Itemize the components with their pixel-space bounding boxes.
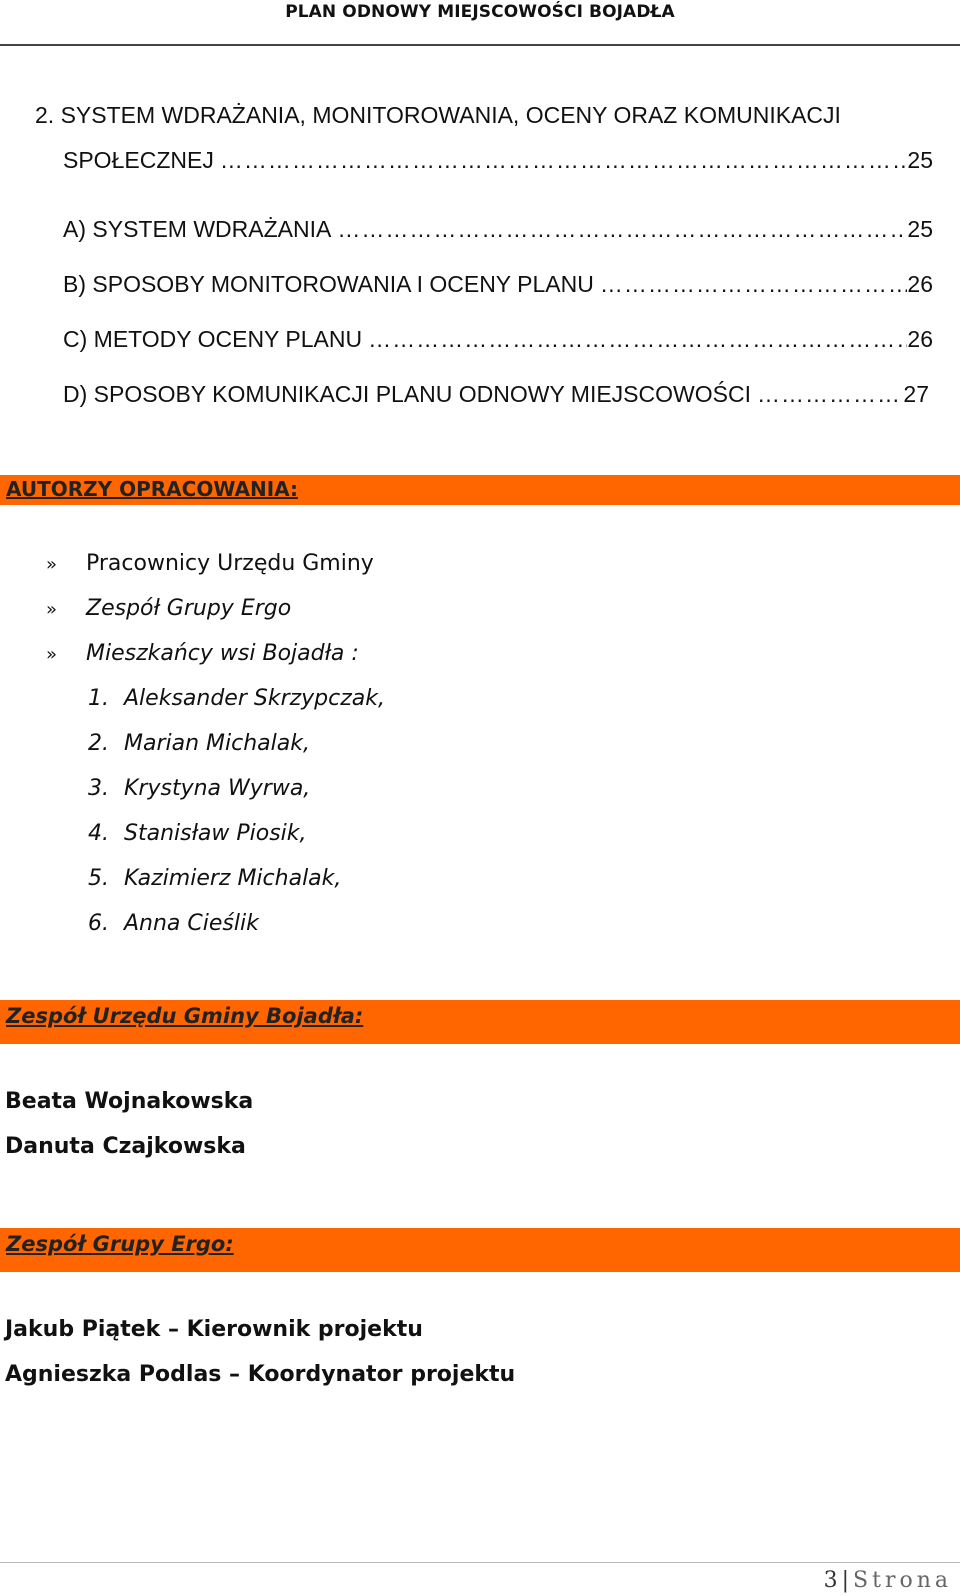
toc-entry-page: 26: [907, 326, 933, 352]
toc-dot-leader: [594, 271, 908, 298]
toc-entry-page: 25: [907, 216, 933, 242]
list-number: 2.: [88, 731, 109, 756]
page-number-label: Strona: [853, 1568, 952, 1593]
page-number-value: 3: [823, 1568, 842, 1593]
footer-divider: [0, 1562, 960, 1563]
toc-entry-label: D) SPOSOBY KOMUNIKACJI PLANU ODNOWY MIEJSCOWOŚCI: [63, 381, 751, 407]
office-team-member: Beata Wojnakowska: [5, 1089, 254, 1114]
list-item-text: Mieszkańcy wsi Bojadła :: [86, 641, 359, 666]
office-team-band: [0, 1000, 960, 1044]
toc-entry[interactable]: [63, 271, 933, 298]
resident-item: [88, 686, 385, 711]
resident-item: [88, 866, 341, 891]
page-number: [824, 1568, 952, 1593]
list-number: 6.: [88, 911, 109, 936]
toc-entry-page: 27: [903, 381, 929, 407]
page-header: [0, 0, 960, 44]
ergo-team-member: Jakub Piątek – Kierownik projektu: [5, 1317, 423, 1342]
toc-dot-leader: [362, 326, 907, 353]
toc-heading-line2[interactable]: [63, 147, 933, 174]
resident-name: Kazimierz Michalak,: [124, 866, 342, 891]
toc-heading-page: 25: [907, 147, 933, 173]
toc-entry[interactable]: [63, 216, 933, 243]
ergo-team-member: Agnieszka Podlas – Koordynator projektu: [5, 1362, 516, 1387]
toc-dot-leader: [751, 381, 903, 408]
page-number-separator: |: [841, 1568, 854, 1593]
office-team-member: Danuta Czajkowska: [5, 1134, 246, 1159]
toc-dot-leader: [331, 216, 907, 243]
resident-name: Aleksander Skrzypczak,: [124, 686, 386, 711]
resident-name: Anna Cieślik: [124, 911, 259, 936]
resident-item: [88, 731, 310, 756]
bullet-icon: »: [46, 644, 58, 665]
bullet-icon: »: [46, 599, 58, 620]
resident-item: [88, 911, 259, 936]
list-number: 1.: [88, 686, 109, 711]
toc-dot-leader: [214, 147, 908, 174]
authors-title: AUTORZY OPRACOWANIA:: [6, 477, 298, 501]
ergo-team-band: [0, 1228, 960, 1272]
toc-entry[interactable]: [63, 326, 933, 353]
toc-entry-label: A) SYSTEM WDRAŻANIA: [63, 216, 332, 242]
resident-name: Krystyna Wyrwa,: [124, 776, 311, 801]
authors-band: [0, 475, 960, 505]
bullet-icon: »: [46, 554, 58, 575]
document-title: PLAN ODNOWY MIEJSCOWOŚCI BOJADŁA: [285, 2, 675, 22]
list-number: 3.: [88, 776, 109, 801]
toc-entry-label: B) SPOSOBY MONITOROWANIA I OCENY PLANU: [63, 271, 594, 297]
resident-name: Marian Michalak,: [124, 731, 310, 756]
toc-heading-line1: 2. SYSTEM WDRAŻANIA, MONITOROWANIA, OCENY ORAZ KOMUNIKACJI: [35, 102, 841, 128]
list-item-text: Zespół Grupy Ergo: [86, 596, 292, 621]
list-item: [46, 596, 291, 621]
toc-entry-label: C) METODY OCENY PLANU: [63, 326, 363, 352]
resident-name: Stanisław Piosik,: [124, 821, 307, 846]
list-number: 5.: [88, 866, 109, 891]
office-team-title: Zespół Urzędu Gminy Bojadła:: [6, 1004, 364, 1028]
toc-entry-page: 26: [907, 271, 933, 297]
resident-item: [88, 821, 307, 846]
list-item: [46, 551, 374, 576]
ergo-team-title: Zespół Grupy Ergo:: [6, 1232, 234, 1256]
resident-item: [88, 776, 310, 801]
toc-heading-label: SPOŁECZNEJ: [63, 147, 214, 173]
list-number: 4.: [88, 821, 109, 846]
list-item: [46, 641, 359, 666]
header-divider: [0, 44, 960, 46]
toc-entry[interactable]: [63, 381, 929, 408]
list-item-text: Pracownicy Urzędu Gminy: [86, 551, 374, 576]
